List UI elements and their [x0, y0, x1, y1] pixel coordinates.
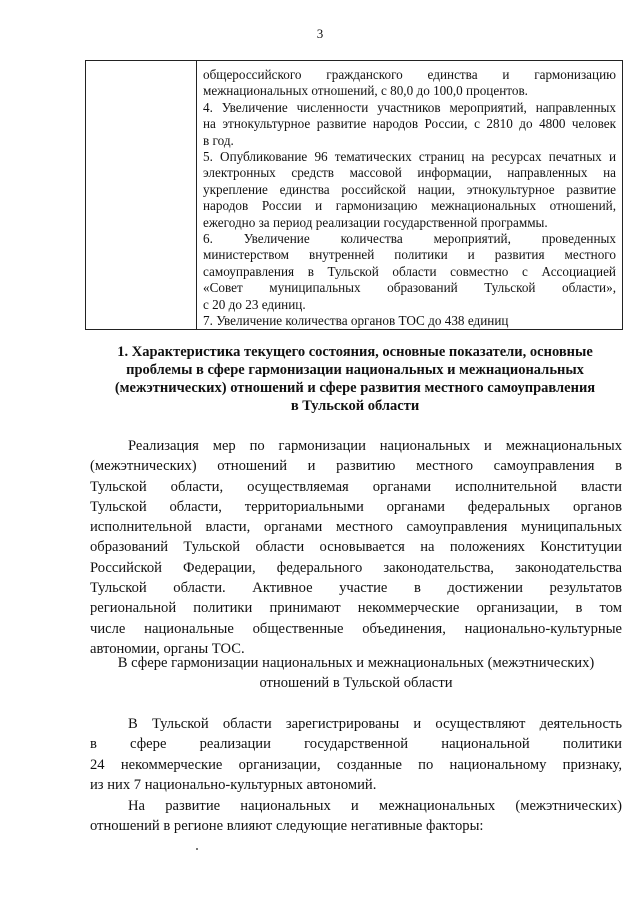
heading-line: проблемы в сфере гармонизации национальных и межнациональных: [126, 362, 584, 378]
paragraph-line: Тульской области. Активное участие в достижении результатов: [90, 580, 622, 597]
table-line: общероссийского гражданского единства и гармонизацию: [203, 67, 616, 82]
paragraph-line: из них 7 национально-культурных автономий.: [90, 776, 377, 793]
paragraph-negative-factors: [90, 796, 622, 837]
table-line: с 20 до 23 единиц.: [203, 296, 306, 312]
table-line: народов России и гармонизацию межнациональных отношений,: [203, 198, 616, 214]
paragraph-line: Тульской области, территориальными органами федеральных органов: [90, 498, 622, 515]
table-column-divider: [196, 61, 197, 329]
subsection-heading: [90, 653, 622, 693]
paragraph-line: отношений в регионе влияют следующие негативные факторы:: [90, 818, 484, 835]
scan-speck: [196, 848, 198, 850]
table-line: 4. Увеличение численности участников мероприятий, направленных: [203, 99, 616, 115]
indicators-table: [85, 60, 623, 330]
table-line: 5. Опубликование 96 тематических страниц на ресурсах печатных и: [203, 149, 616, 165]
heading-line: 1. Характеристика текущего состояния, основные показатели, основные: [117, 344, 593, 360]
subheading-line: отношений в Тульской области: [259, 675, 453, 691]
paragraph-line: числе национальные общественные объединения, национально-культурные: [90, 620, 622, 637]
paragraph-line: На развитие национальных и межнациональных (межэтнических): [128, 798, 622, 814]
paragraph-line: В Тульской области зарегистрированы и осуществляют деятельность: [128, 716, 622, 732]
paragraph-line: образований Тульской области основывается на положениях Конституции: [90, 539, 622, 556]
heading-line: в Тульской области: [290, 398, 420, 414]
section-heading: [90, 343, 620, 415]
page-number: 3: [316, 26, 324, 41]
paragraph-line: в сфере реализации государственной национальной политики: [90, 736, 622, 753]
table-line: 7. Увеличение количества органов ТОС до 438 единиц: [203, 313, 509, 329]
table-cell-indicators: [203, 67, 616, 330]
table-line: межнациональных отношений, с 80,0 до 100,0 процентов.: [203, 83, 528, 99]
paragraph-organizations: [90, 714, 622, 795]
table-line: «Совет муниципальных образований Тульской области»,: [203, 280, 616, 296]
table-line: электронных средств массовой информации, направленных на: [203, 165, 616, 181]
paragraph-line: исполнительной власти, органами местного самоуправления муниципальных: [90, 519, 622, 536]
heading-line: (межэтнических) отношений и сфере развития местного самоуправления: [114, 380, 596, 396]
paragraph-line: региональной политики принимают некоммерческие организации, в том: [90, 600, 622, 617]
paragraph-line: автономии, органы ТОС.: [90, 640, 245, 657]
table-line: 6. Увеличение количества мероприятий, проведенных: [203, 231, 616, 247]
table-line: ежегодно за период реализации государственной программы.: [203, 214, 548, 230]
subheading-line: В сфере гармонизации национальных и межнациональных (межэтнических): [117, 655, 595, 671]
table-line: в год.: [203, 132, 234, 148]
paragraph-line: (межэтнических) отношений и развитию местного самоуправления в: [90, 458, 622, 475]
paragraph-line: 24 некоммерческие организации, созданные по национальному признаку,: [90, 756, 622, 773]
paragraph-line: Реализация мер по гармонизации национальных и межнациональных: [128, 438, 622, 454]
table-line: министерством внутренней политики и развития местного: [203, 247, 616, 263]
table-line: на этнокультурное развитие народов России, с 2810 до 4800 человек: [203, 116, 616, 132]
paragraph-line: Российской Федерации, федерального законодательства, законодательства: [90, 559, 622, 576]
paragraph-line: Тульской области, осуществляемая органами исполнительной власти: [90, 478, 622, 495]
table-line: укрепление единства российской нации, этнокультурное развитие: [203, 181, 616, 197]
table-line: самоуправления в Тульской области совместно с Ассоциацией: [203, 263, 616, 279]
paragraph-implementation: [90, 436, 622, 659]
